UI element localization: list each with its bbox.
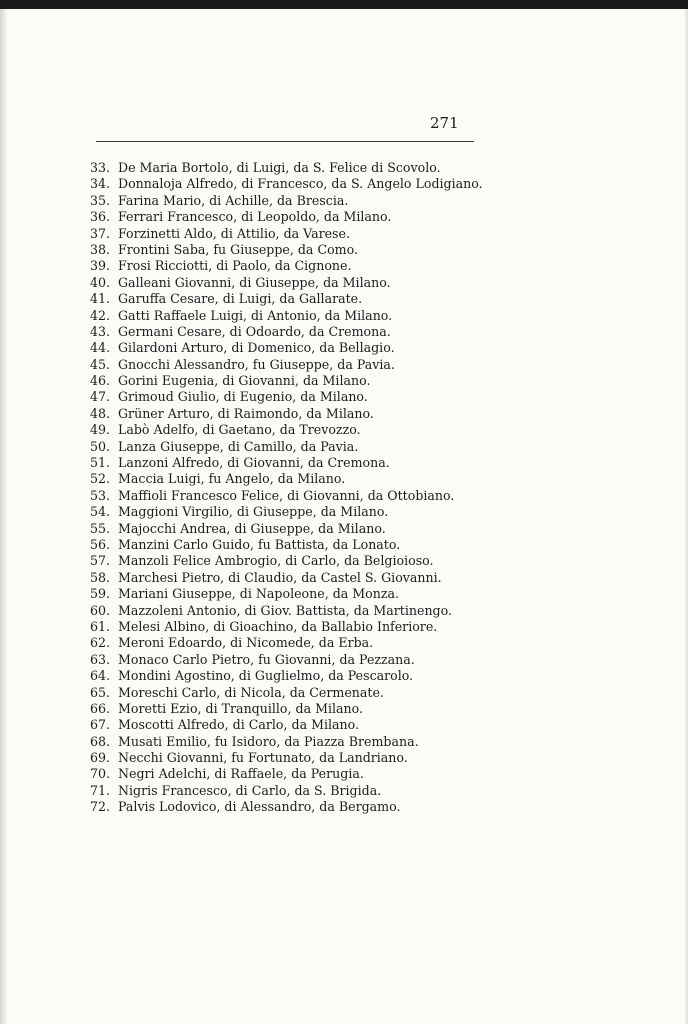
entry-text: Marchesi Pietro, di Claudio, da Castel S. Giovanni. [118, 569, 442, 585]
entry-number: 40. [90, 274, 111, 290]
entry-text: Palvis Lodovico, di Alessandro, da Bergamo. [118, 799, 401, 815]
entry-number: 51. [90, 455, 111, 471]
entry-text: Germani Cesare, di Odoardo, da Cremona. [118, 323, 391, 339]
entry-number: 55. [90, 520, 111, 536]
entry-text: Galleani Giovanni, di Giuseppe, da Milano. [118, 274, 391, 290]
entry-number: 59. [90, 586, 111, 602]
list-item [90, 226, 510, 242]
entry-number: 54. [90, 504, 111, 520]
list-item [90, 619, 510, 635]
entry-text: Nigris Francesco, di Carlo, da S. Brigida. [118, 782, 382, 798]
entry-number: 62. [90, 635, 111, 651]
page-number: 271 [430, 114, 459, 132]
entry-text: Musati Emilio, fu Isidoro, da Piazza Brembana. [118, 733, 419, 749]
entry-text: Manzoli Felice Ambrogio, di Carlo, da Belgioioso. [118, 553, 434, 569]
list-item [90, 701, 510, 717]
list-item [90, 471, 510, 487]
list-item [90, 193, 510, 209]
list-item [90, 275, 510, 291]
entry-number: 53. [90, 487, 111, 503]
entry-text: Gorini Eugenia, di Giovanni, da Milano. [118, 373, 371, 389]
entry-number: 60. [90, 602, 111, 618]
entry-text: Mondini Agostino, di Guglielmo, da Pescarolo. [118, 668, 414, 684]
entry-text: Lanzoni Alfredo, di Giovanni, da Cremona. [118, 455, 390, 471]
entry-number: 45. [90, 356, 111, 372]
list-item [90, 258, 510, 274]
entry-number: 57. [90, 553, 111, 569]
list-item [90, 685, 510, 701]
entry-number: 69. [90, 750, 111, 766]
entry-text: Donnaloja Alfredo, di Francesco, da S. Angelo Lodigiano. [118, 176, 483, 192]
list-item [90, 734, 510, 750]
entry-number: 58. [90, 569, 111, 585]
entry-text: Gilardoni Arturo, di Domenico, da Bellagio. [118, 340, 395, 356]
list-item [90, 586, 510, 602]
entry-number: 34. [90, 176, 111, 192]
entry-text: Frosi Ricciotti, di Paolo, da Cignone. [118, 258, 352, 274]
entry-number: 61. [90, 618, 111, 634]
entry-number: 67. [90, 717, 111, 733]
list-item [90, 717, 510, 733]
entry-text: Labò Adelfo, di Gaetano, da Trevozzo. [118, 422, 361, 438]
list-item [90, 340, 510, 356]
entry-number: 37. [90, 225, 111, 241]
list-item [90, 308, 510, 324]
entry-number: 71. [90, 782, 111, 798]
list-item [90, 488, 510, 504]
entry-text: Lanza Giuseppe, di Camillo, da Pavia. [118, 438, 359, 454]
entry-number: 56. [90, 536, 111, 552]
entry-text: Moreschi Carlo, di Nicola, da Cermenate. [118, 684, 384, 700]
entry-number: 46. [90, 373, 111, 389]
entry-text: Monaco Carlo Pietro, fu Giovanni, da Pezzana. [118, 651, 415, 667]
entry-number: 43. [90, 323, 111, 339]
entry-text: Farina Mario, di Achille, da Brescia. [118, 192, 349, 208]
list-item [90, 504, 510, 520]
entry-number: 70. [90, 766, 111, 782]
entry-number: 68. [90, 733, 111, 749]
entry-text: Maffioli Francesco Felice, di Giovanni, da Ottobiano. [118, 487, 455, 503]
entry-text: Gnocchi Alessandro, fu Giuseppe, da Pavia. [118, 356, 395, 372]
entry-number: 33. [90, 160, 111, 175]
list-item [90, 668, 510, 684]
entry-number: 48. [90, 405, 111, 421]
entry-text: Grüner Arturo, di Raimondo, da Milano. [118, 405, 374, 421]
list-item [90, 324, 510, 340]
entry-text: Majocchi Andrea, di Giuseppe, da Milano. [118, 520, 386, 536]
scan-left-shadow [0, 9, 8, 1024]
list-item [90, 406, 510, 422]
list-item [90, 570, 510, 586]
entry-text: Forzinetti Aldo, di Attilio, da Varese. [118, 225, 350, 241]
entry-text: Moscotti Alfredo, di Carlo, da Milano. [118, 717, 360, 733]
entry-text: Mazzoleni Antonio, di Giov. Battista, da Martinengo. [118, 602, 452, 618]
list-item [90, 389, 510, 405]
entry-text: Mariani Giuseppe, di Napoleone, da Monza. [118, 586, 400, 602]
entry-number: 66. [90, 700, 111, 716]
list-item [90, 176, 510, 192]
entry-number: 42. [90, 307, 111, 323]
entry-number: 47. [90, 389, 111, 405]
list-item [90, 750, 510, 766]
list-item [90, 209, 510, 225]
entry-text: Maccia Luigi, fu Angelo, da Milano. [118, 471, 346, 487]
entry-text: Maggioni Virgilio, di Giuseppe, da Milano. [118, 504, 389, 520]
entry-number: 52. [90, 471, 111, 487]
list-item [90, 357, 510, 373]
list-item [90, 603, 510, 619]
list-item [90, 373, 510, 389]
list-item [90, 521, 510, 537]
entry-number: 35. [90, 192, 111, 208]
entry-number: 65. [90, 684, 111, 700]
list-item [90, 799, 510, 815]
list-item [90, 783, 510, 799]
entry-text: Garuffa Cesare, di Luigi, da Gallarate. [118, 291, 363, 307]
list-item [90, 455, 510, 471]
entry-text: Meroni Edoardo, di Nicomede, da Erba. [118, 635, 374, 651]
list-item [90, 635, 510, 651]
scan-top-border [0, 0, 688, 9]
entry-text: Melesi Albino, di Gioachino, da Ballabio Inferiore. [118, 618, 438, 634]
entry-number: 38. [90, 241, 111, 257]
list-item [90, 553, 510, 569]
entry-number: 64. [90, 668, 111, 684]
scan-right-shadow [684, 9, 688, 1024]
entry-number: 63. [90, 651, 111, 667]
entry-number: 36. [90, 209, 111, 225]
entry-text: De Maria Bortolo, di Luigi, da S. Felice di Scovolo. [118, 160, 441, 175]
entry-text: Necchi Giovanni, fu Fortunato, da Landriano. [118, 750, 408, 766]
list-item [90, 291, 510, 307]
entry-number: 39. [90, 258, 111, 274]
list-item [90, 422, 510, 438]
list-item [90, 439, 510, 455]
entry-number: 41. [90, 291, 111, 307]
entry-number: 50. [90, 438, 111, 454]
list-item [90, 766, 510, 782]
entry-number: 72. [90, 799, 111, 815]
list-item [90, 537, 510, 553]
entry-text: Frontini Saba, fu Giuseppe, da Como. [118, 241, 358, 257]
entry-text: Moretti Ezio, di Tranquillo, da Milano. [118, 700, 364, 716]
entry-number: 44. [90, 340, 111, 356]
name-list [90, 160, 510, 816]
list-item [90, 160, 510, 176]
list-item [90, 242, 510, 258]
entry-text: Negri Adelchi, di Raffaele, da Perugia. [118, 766, 364, 782]
entry-text: Ferrari Francesco, di Leopoldo, da Milano. [118, 209, 392, 225]
entry-text: Gatti Raffaele Luigi, di Antonio, da Milano. [118, 307, 393, 323]
entry-text: Manzini Carlo Guido, fu Battista, da Lonato. [118, 536, 401, 552]
header-rule [96, 141, 474, 142]
entry-text: Grimoud Giulio, di Eugenio, da Milano. [118, 389, 368, 405]
list-item [90, 652, 510, 668]
entry-number: 49. [90, 422, 111, 438]
